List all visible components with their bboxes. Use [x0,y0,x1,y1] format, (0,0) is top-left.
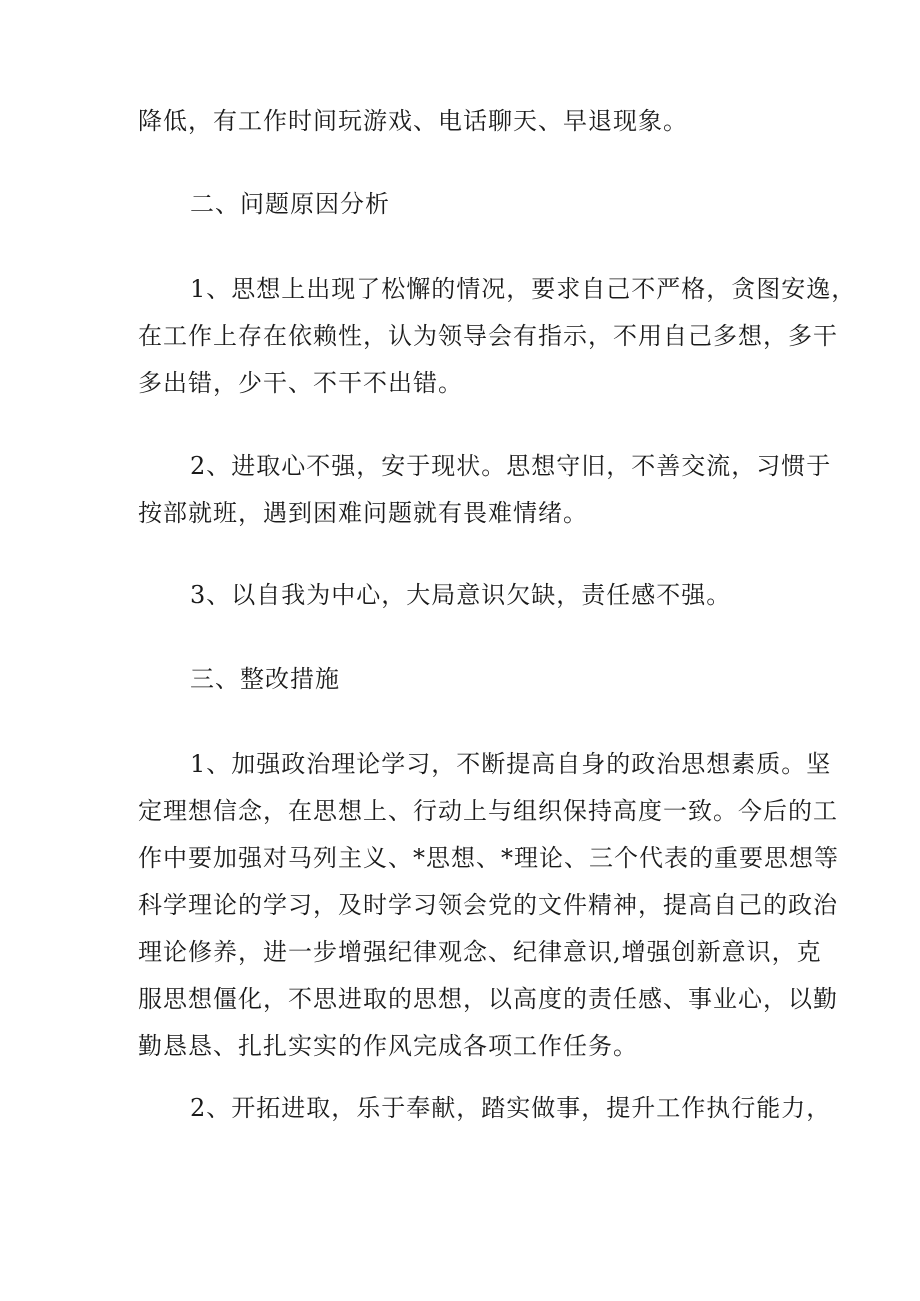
text-line: 1、思想上出现了松懈的情况，要求自己不严格，贪图安逸， [190,275,857,303]
text-line: 定理想信念，在思想上、行动上与组织保持高度一致。今后的工 [138,797,838,825]
paragraph-continuation [138,98,806,145]
paragraph-cause-2 [138,443,832,537]
text-line: 在工作上存在依赖性，认为领导会有指示，不用自己多想，多干 [138,322,838,350]
heading-text: 二、问题原因分析 [190,190,390,218]
text-line: 3、以自我为中心，大局意识欠缺，责任感不强。 [190,581,732,609]
text-line: 勤恳恳、扎扎实实的作风完成各项工作任务。 [138,1032,638,1060]
text-line: 2、进取心不强，安于现状。思想守旧，不善交流，习惯于 [190,452,832,480]
paragraph-cause-3 [138,572,806,619]
text-line: 作中要加强对马列主义、*思想、*理论、三个代表的重要思想等 [138,844,839,872]
text-line: 按部就班，遇到困难问题就有畏难情绪。 [138,499,588,527]
paragraph-measure-1 [138,741,839,1070]
text-line: 服思想僵化，不思进取的思想，以高度的责任感、事业心，以勤 [138,985,838,1013]
text-line: 多出错，少干、不干不出错。 [138,369,463,397]
section-heading-causes [138,181,806,228]
text-line: 2、开拓进取，乐于奉献，踏实做事，提升工作执行能力， [190,1094,832,1122]
paragraph-cause-1 [138,266,857,407]
section-heading-measures [138,656,806,703]
text-line: 1、加强政治理论学习，不断提高自身的政治思想素质。坚 [190,750,832,778]
heading-text: 三、整改措施 [190,665,340,693]
paragraph-measure-2 [138,1085,832,1132]
text-line: 科学理论的学习，及时学习领会党的文件精神，提高自己的政治 [138,891,838,919]
text-line: 降低，有工作时间玩游戏、电话聊天、早退现象。 [138,107,688,135]
text-line: 理论修养，进一步增强纪律观念、纪律意识,增强创新意识，克 [138,938,822,966]
